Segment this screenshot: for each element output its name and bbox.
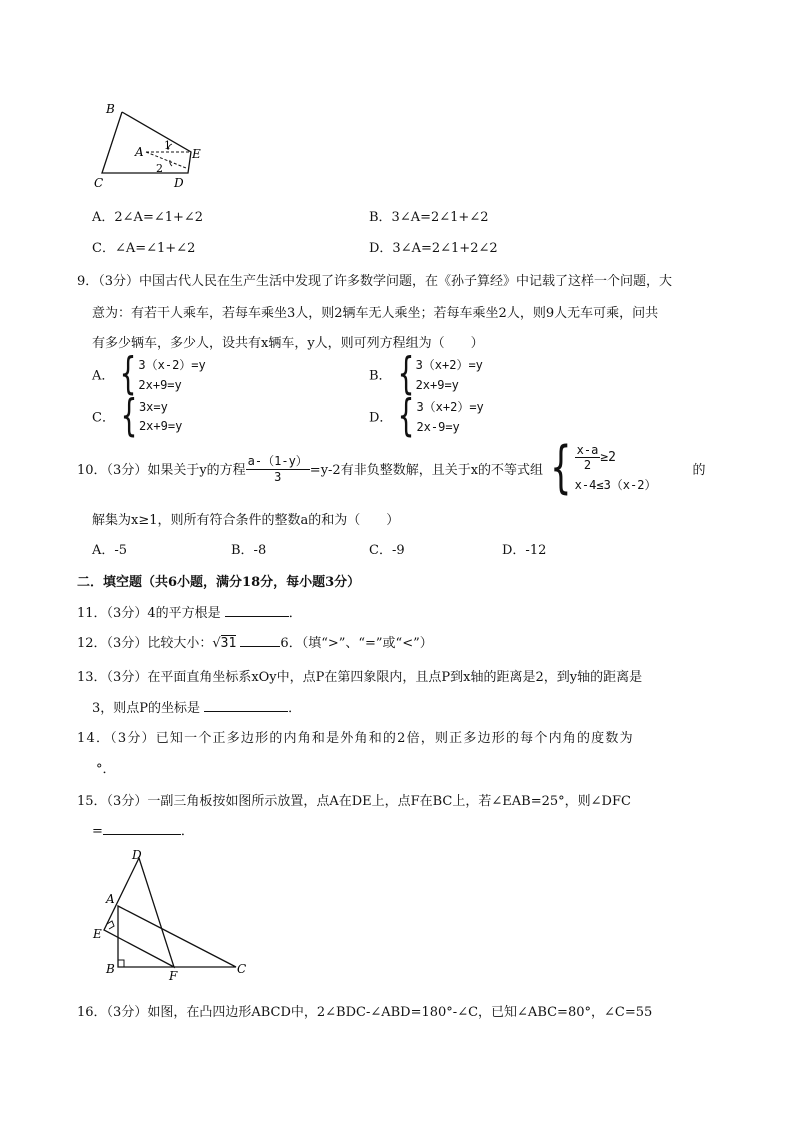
frac-num: a-（1-y） <box>247 454 308 468</box>
q10-fraction <box>246 452 310 484</box>
q8-option-c[interactable]: C．∠A=∠1+∠2 <box>92 241 196 256</box>
section-fill-in-heading: 二．填空题（共6小题，满分18分，每小题3分） <box>77 575 361 590</box>
figure-q8-quadrilateral <box>88 100 218 192</box>
label-A: A <box>106 892 115 906</box>
q9-option-b-system: { 3（x+2）=y 2x+9=y <box>397 348 483 399</box>
q10-line-1 <box>77 435 706 500</box>
q14-line-2: °． <box>96 762 116 777</box>
sqrt-symbol: √ <box>212 636 221 651</box>
label-E: E <box>192 147 201 161</box>
q9-option-c[interactable] <box>92 390 183 441</box>
eq2: 2x+9=y <box>138 378 182 392</box>
q8-option-d[interactable]: D．3∠A=2∠1+2∠2 <box>369 241 498 256</box>
q9-line-3: 有多少辆车，多少人，设共有x辆车，y人，则可列方程组为（ ） <box>92 336 484 351</box>
q10-prefix: 10．（3分）如果关于y的方程 <box>77 462 246 478</box>
ineq-den: 2 <box>583 458 592 472</box>
q12-text: 12．（3分）比较大小： <box>77 636 213 651</box>
figure-q15-triangles <box>86 846 256 982</box>
q15-equals: = <box>92 824 103 839</box>
q13-end: ． <box>288 701 302 716</box>
q9-option-d[interactable] <box>369 390 484 441</box>
label-B: B <box>106 102 115 116</box>
q9-option-a-label: A． <box>92 368 115 384</box>
label-A: A <box>135 145 144 159</box>
q10-option-c[interactable]: C．-9 <box>369 543 405 558</box>
label-D: D <box>174 176 184 190</box>
q15-line-2 <box>92 820 194 839</box>
q9-option-c-label: C． <box>92 410 115 426</box>
eq1: 3（x-2）=y <box>138 358 206 372</box>
q9-line-2: 意为：有若干人乘车，若每车乘坐3人，则2辆车无人乘坐；若每车乘坐2人，则9人无车可乘，问共 <box>92 306 659 321</box>
ineq-num: x-a <box>576 443 599 457</box>
q10-option-b[interactable]: B．-8 <box>231 543 267 558</box>
label-C: C <box>94 176 104 190</box>
label-B: B <box>106 962 115 976</box>
q9-option-b-label: B． <box>369 368 392 384</box>
label-D: D <box>132 848 142 862</box>
q11-end: ． <box>288 606 302 621</box>
label-C: C <box>237 962 247 976</box>
q10-option-d[interactable]: D．-12 <box>502 543 547 558</box>
q9-line-1: 9．（3分）中国古代人民在生产生活中发现了许多数学问题，在《孙子算经》中记载了这样一个问题，大 <box>77 274 673 289</box>
eq1: 3x=y <box>138 399 168 414</box>
q13-answer-blank[interactable] <box>204 699 288 712</box>
q11 <box>77 602 302 621</box>
q12-answer-blank[interactable] <box>240 634 280 647</box>
q12-rest: 6．（填“>”、“=”或“<”） <box>280 636 433 651</box>
q13-line-2 <box>92 697 301 716</box>
q9-option-d-label: D． <box>369 410 393 426</box>
q9-option-c-system: { 3x=y 2x+9=y <box>120 390 183 441</box>
q11-text: 11．（3分）4的平方根是 <box>77 606 221 621</box>
q13-line-1: 13．（3分）在平面直角坐标系xOy中，点P在第四象限内，且点P到x轴的距离是2，到y轴的距离是 <box>77 670 643 685</box>
q10-suffix: 的 <box>692 462 706 478</box>
eq1: 3（x+2）=y <box>416 400 484 414</box>
ineq-frac <box>575 443 601 472</box>
label-E: E <box>93 927 102 941</box>
q13-text: 3，则点P的坐标是 <box>92 701 201 716</box>
label-angle-2: 2 <box>156 162 163 175</box>
label-angle-1: 1 <box>164 139 171 152</box>
eq1: 3（x+2）=y <box>415 358 483 372</box>
ineq-rel: ≥2 <box>600 450 617 465</box>
label-F: F <box>169 969 178 982</box>
q9-option-b[interactable] <box>369 348 483 399</box>
q16-line-1: 16．（3分）如图，在凸四边形ABCD中，2∠BDC-∠ABD=180°-∠C，已知∠ABC=80°，∠C=55 <box>77 1005 653 1020</box>
q14-line-1: 14．（3分）已知一个正多边形的内角和是外角和的2倍，则正多边形的每个内角的度数为 <box>77 731 634 746</box>
eq2: 2x-9=y <box>416 420 460 434</box>
q11-answer-blank[interactable] <box>225 604 289 617</box>
q8-option-b[interactable]: B．3∠A=2∠1+∠2 <box>369 210 489 225</box>
q9-option-a[interactable] <box>92 348 206 399</box>
q15-end: ． <box>180 824 194 839</box>
q8-option-a[interactable]: A．2∠A=∠1+∠2 <box>92 210 204 225</box>
q15-line-1: 15．（3分）一副三角板按如图所示放置，点A在DE上，点F在BC上，若∠EAB=25°，则∠DFC <box>77 794 631 809</box>
q12 <box>77 632 433 651</box>
q10-mid: =y-2有非负整数解，且关于x的不等式组 <box>309 462 544 478</box>
q10-line-2: 解集为x≥1，则所有符合条件的整数a的和为（ ） <box>92 513 400 528</box>
q15-answer-blank[interactable] <box>103 822 181 835</box>
q9-option-a-system: { 3（x-2）=y 2x+9=y <box>119 348 206 399</box>
q12-radicand: 31 <box>220 636 237 651</box>
ineq-2: x-4≤3（x-2） <box>574 478 657 492</box>
q9-option-d-system: { 3（x+2）=y 2x-9=y <box>398 390 484 441</box>
q10-inequality-system: { $\frac{x-a}{2}$ ≥2 x-4≤3（x-2） <box>550 435 657 500</box>
eq2: 2x+9=y <box>415 378 459 392</box>
eq2: 2x+9=y <box>138 418 183 433</box>
frac-den: 3 <box>274 470 282 484</box>
q10-option-a[interactable]: A．-5 <box>92 543 128 558</box>
